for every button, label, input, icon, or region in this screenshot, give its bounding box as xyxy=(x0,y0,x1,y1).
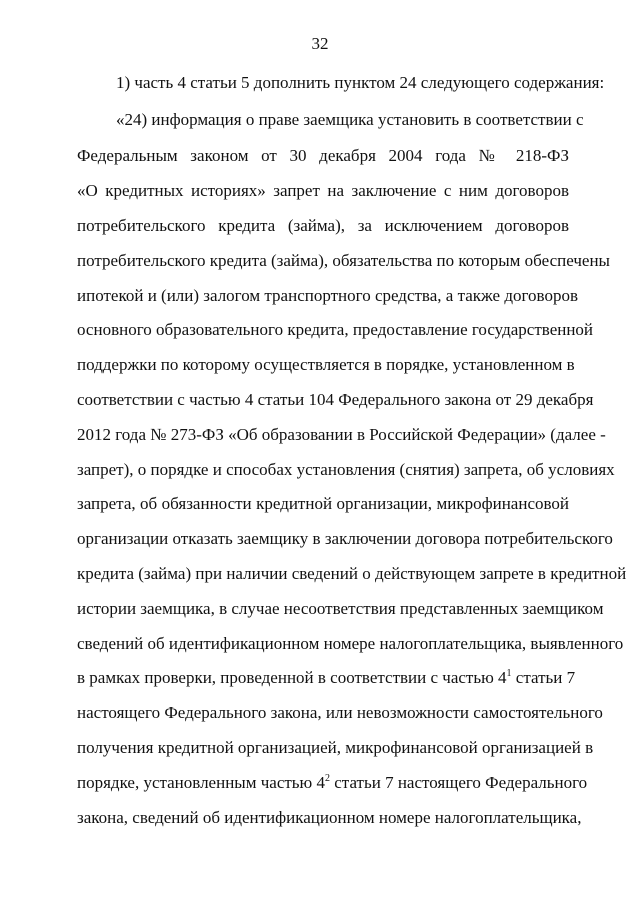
text-line-18-main: в рамках проверки, проведенной в соответствии с частью 4 xyxy=(77,668,507,687)
page-number: 32 xyxy=(311,34,329,53)
text-line-9: поддержки по которому осуществляется в порядке, установленном в xyxy=(77,355,575,374)
text-line-5: потребительского кредита (займа), за исключением договоров xyxy=(77,216,569,235)
text-line-10: соответствии с частью 4 статьи 104 Федерального закона от 29 декабря xyxy=(77,390,594,409)
text-line-21-main: порядке, установленным частью 4 xyxy=(77,773,326,792)
text-line-11: 2012 года № 273-ФЗ «Об образовании в Российской Федерации» (далее - xyxy=(77,425,606,444)
text-line-22: закона, сведений об идентификационном номере налогоплательщика, xyxy=(77,808,582,827)
text-line-21 xyxy=(77,773,588,793)
text-line-15: кредита (займа) при наличии сведений о действующем запрете в кредитной xyxy=(77,564,627,583)
text-line-18 xyxy=(77,668,576,688)
text-line-19: настоящего Федерального закона, или невозможности самостоятельного xyxy=(77,703,603,722)
text-line-6: потребительского кредита (займа), обязательства по которым обеспечены xyxy=(77,251,610,270)
text-line-7: ипотекой и (или) залогом транспортного средства, а также договоров xyxy=(77,286,578,305)
text-line-18-tail: статьи 7 xyxy=(511,668,576,687)
superscript-1: 1 xyxy=(506,668,512,679)
text-line-8: основного образовательного кредита, предоставление государственной xyxy=(77,320,594,339)
text-line-13: запрета, об обязанности кредитной организации, микрофинансовой xyxy=(77,494,569,513)
text-line-16: истории заемщика, в случае несоответствия представленных заемщиком xyxy=(77,599,604,618)
text-line-20: получения кредитной организацией, микрофинансовой организацией в xyxy=(77,738,594,757)
text-line-3: Федеральным законом от 30 декабря 2004 года № 218-ФЗ xyxy=(77,146,569,165)
text-line-21-tail: статьи 7 настоящего Федерального xyxy=(330,773,588,792)
superscript-2: 2 xyxy=(325,773,331,784)
text-line-1: 1) часть 4 статьи 5 дополнить пунктом 24 следующего содержания: xyxy=(116,73,605,92)
text-line-12: запрет), о порядке и способах установления (снятия) запрета, об условиях xyxy=(77,460,615,479)
text-line-2: «24) информация о праве заемщика установить в соответствии с xyxy=(116,110,584,129)
text-line-14: организации отказать заемщику в заключении договора потребительского xyxy=(77,529,613,548)
text-line-17: сведений об идентификационном номере налогоплательщика, выявленного xyxy=(77,634,624,653)
text-line-4: «О кредитных историях» запрет на заключение с ним договоров xyxy=(77,181,569,200)
